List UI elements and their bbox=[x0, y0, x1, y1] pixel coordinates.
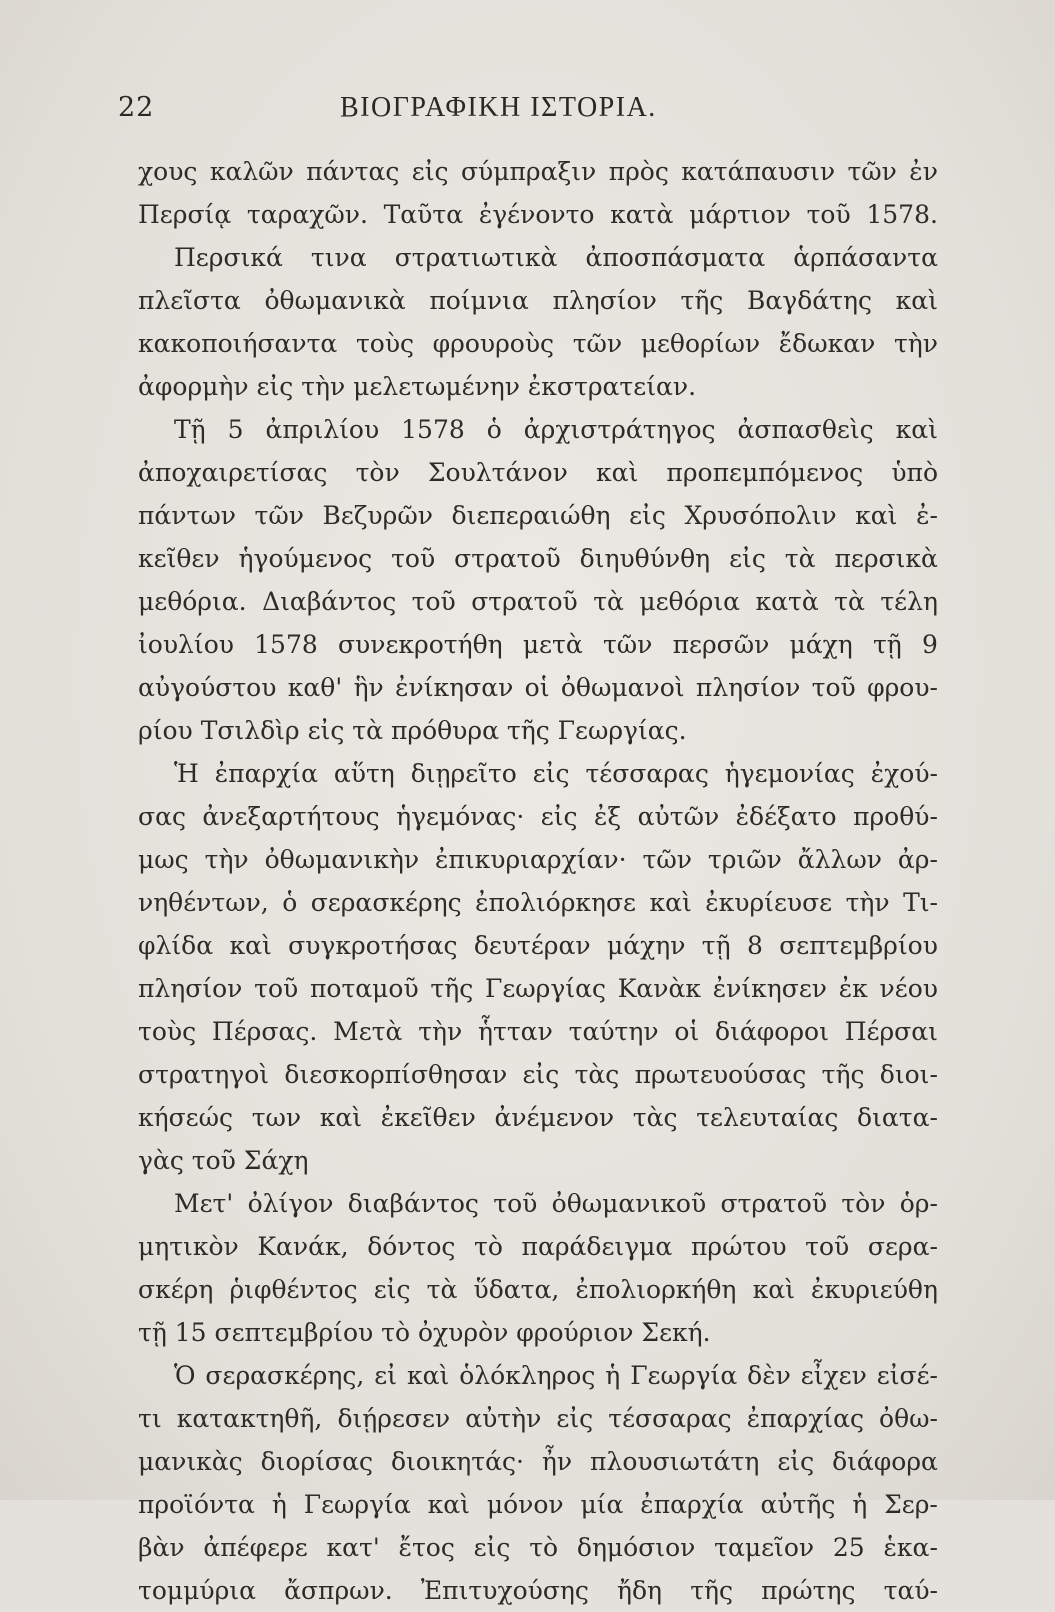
text-line: ρίου Τσιλδὶρ εἰς τὰ πρόθυρα τῆς Γεωργίας. bbox=[138, 716, 687, 745]
text-line: σας ἀνεξαρτήτους ἡγεμόνας· εἰς ἐξ αὐτῶν ἐδέξατο προθύ- bbox=[138, 802, 938, 831]
text-line: τομμύρια ἄσπρων. Ἐπιτυχούσης ἤδη τῆς πρώτης ταύ- bbox=[138, 1576, 938, 1605]
text-line: κεῖθεν ἡγούμενος τοῦ στρατοῦ διηυθύνθη εἰς τὰ περσικὰ bbox=[138, 544, 938, 573]
text-line: τι κατακτηθῆ, διῄρεσεν αὐτὴν εἰς τέσσαρας ἐπαρχίας ὀθω- bbox=[138, 1404, 938, 1433]
text-line: τοὺς Πέρσας. Μετὰ τὴν ἧτταν ταύτην οἱ διάφοροι Πέρσαι bbox=[138, 1017, 938, 1046]
text-line: μεθόρια. Διαβάντος τοῦ στρατοῦ τὰ μεθόρια κατὰ τὰ τέλη bbox=[138, 587, 938, 616]
text-line: Τῇ 5 ἀπριλίου 1578 ὁ ἀρχιστράτηγος ἀσπασθεὶς καὶ bbox=[174, 415, 938, 444]
text-line: Ἡ ἐπαρχία αὕτη διῃρεῖτο εἰς τέσσαρας ἡγεμονίας ἐχού- bbox=[174, 759, 938, 788]
text-line: Περσίᾳ ταραχῶν. Ταῦτα ἐγένοντο κατὰ μάρτιον τοῦ 1578. bbox=[138, 200, 938, 229]
text-line: ἀποχαιρετίσας τὸν Σουλτάνον καὶ προπεμπόμενος ὑπὸ bbox=[138, 458, 938, 487]
text-line: ἀφορμὴν εἰς τὴν μελετωμένην ἐκστρατείαν. bbox=[138, 372, 697, 401]
text-line: Ὁ σερασκέρης, εἰ καὶ ὁλόκληρος ἡ Γεωργία δὲν εἶχεν εἰσέ- bbox=[174, 1361, 938, 1390]
text-line: αὐγούστου καθ' ἣν ἐνίκησαν οἱ ὀθωμανοὶ πλησίον τοῦ φρου- bbox=[138, 673, 938, 702]
text-line: στρατηγοὶ διεσκορπίσθησαν εἰς τὰς πρωτευούσας τῆς διοι- bbox=[138, 1060, 938, 1089]
text-line: μητικὸν Κανάκ, δόντος τὸ παράδειγμα πρώτου τοῦ σερα- bbox=[138, 1232, 938, 1261]
text-line: φλίδα καὶ συγκροτήσας δευτέραν μάχην τῇ 8 σεπτεμβρίου bbox=[138, 931, 938, 960]
page-number: 22 bbox=[118, 92, 155, 123]
text-line: πλεῖστα ὀθωμανικὰ ποίμνια πλησίον τῆς Βαγδάτης καὶ bbox=[138, 286, 938, 315]
text-line: μανικὰς διορίσας διοικητάς· ἦν πλουσιωτάτη εἰς διάφορα bbox=[138, 1447, 938, 1476]
text-line: χους καλῶν πάντας εἰς σύμπραξιν πρὸς κατάπαυσιν τῶν ἐν bbox=[138, 157, 938, 186]
text-line: κακοποιήσαντα τοὺς φρουροὺς τῶν μεθορίων ἔδωκαν τὴν bbox=[138, 329, 938, 358]
text-line: γὰς τοῦ Σάχη bbox=[138, 1146, 309, 1175]
running-title: ΒΙΟΓΡΑΦΙΚΗ ΙΣΤΟΡΙΑ. bbox=[340, 92, 657, 123]
text-line: σκέρη ῥιφθέντος εἰς τὰ ὕδατα, ἐπολιορκήθη καὶ ἐκυριεύθη bbox=[138, 1275, 938, 1304]
text-line: νηθέντων, ὁ σερασκέρης ἐπολιόρκησε καὶ ἐκυρίευσε τὴν Τι- bbox=[138, 888, 938, 917]
text-line: πάντων τῶν Βεζυρῶν διεπεραιώθη εἰς Χρυσόπολιν καὶ ἐ- bbox=[138, 501, 938, 530]
text-line: τῇ 15 σεπτεμβρίου τὸ ὀχυρὸν φρούριον Σεκή. bbox=[138, 1318, 711, 1347]
text-line: ἰουλίου 1578 συνεκροτήθη μετὰ τῶν περσῶν μάχη τῇ 9 bbox=[138, 630, 938, 659]
text-line: βὰν ἀπέφερε κατ' ἔτος εἰς τὸ δημόσιον ταμεῖον 25 ἑκα- bbox=[138, 1533, 938, 1562]
text-line: κήσεώς των καὶ ἐκεῖθεν ἀνέμενον τὰς τελευταίας διατα- bbox=[138, 1103, 938, 1132]
text-line: προϊόντα ἡ Γεωργία καὶ μόνον μία ἐπαρχία αὐτῆς ἡ Σερ- bbox=[138, 1490, 938, 1519]
text-line: πλησίον τοῦ ποταμοῦ τῆς Γεωργίας Κανὰκ ἐνίκησεν ἐκ νέου bbox=[138, 974, 938, 1003]
body-text bbox=[138, 150, 938, 1612]
text-line: Μετ' ὀλίγον διαβάντος τοῦ ὀθωμανικοῦ στρατοῦ τὸν ὁρ- bbox=[174, 1189, 938, 1218]
text-line: μως τὴν ὀθωμανικὴν ἐπικυριαρχίαν· τῶν τριῶν ἄλλων ἀρ- bbox=[138, 845, 938, 874]
text-line: Περσικά τινα στρατιωτικὰ ἀποσπάσματα ἁρπάσαντα bbox=[174, 243, 938, 272]
